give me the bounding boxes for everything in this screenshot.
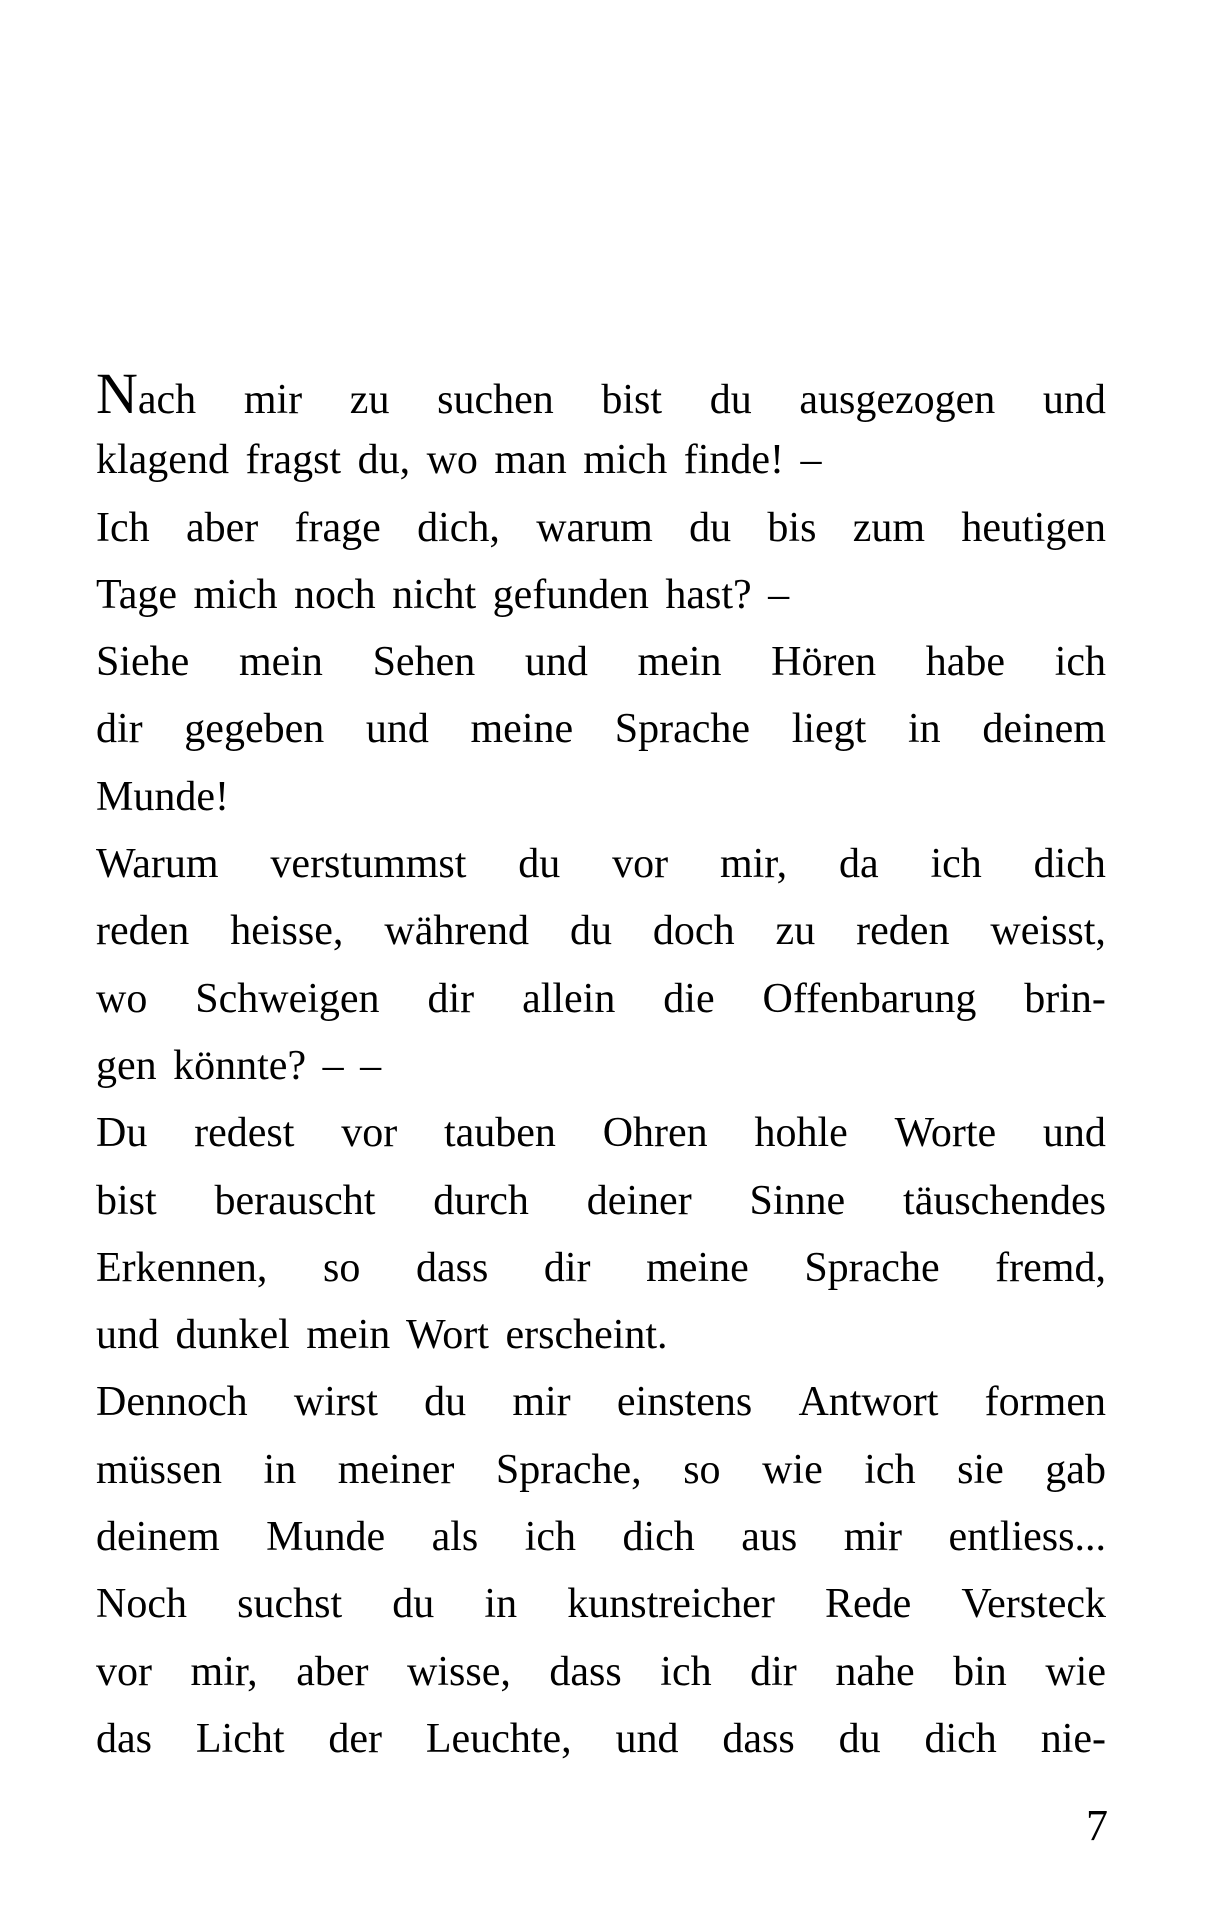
text-line	[96, 1437, 1106, 1504]
word: meine	[470, 706, 574, 753]
word: Sprache	[804, 1244, 940, 1291]
word: du	[689, 504, 732, 551]
word: Nach	[96, 361, 197, 426]
word: Sprache,	[495, 1446, 642, 1493]
word: ich	[1054, 639, 1106, 686]
text-line	[96, 966, 1106, 1033]
word: nie-	[1040, 1715, 1106, 1762]
word: mir	[512, 1379, 571, 1426]
word: reden	[856, 908, 950, 955]
word: dass	[722, 1715, 795, 1762]
word: hohle	[754, 1110, 848, 1157]
word: Erkennen,	[96, 1244, 268, 1291]
word: nahe	[835, 1648, 915, 1695]
word: Warum	[96, 841, 219, 888]
word: Offenbarung	[762, 975, 977, 1022]
word: und	[1042, 377, 1106, 423]
word: Ich	[96, 504, 150, 551]
word: warum	[536, 504, 653, 551]
word: Dennoch	[96, 1379, 248, 1426]
text-line: Munde!	[96, 773, 229, 820]
text-line	[96, 495, 1106, 562]
word: ausgezogen	[799, 377, 996, 423]
word: und	[365, 706, 429, 753]
word: aus	[741, 1514, 798, 1561]
word: meiner	[337, 1446, 455, 1493]
word: kunstreicher	[567, 1581, 775, 1628]
word: dir	[427, 975, 475, 1022]
word: müssen	[96, 1446, 222, 1493]
word: allein	[522, 975, 616, 1022]
word: Versteck	[961, 1581, 1106, 1628]
word: fremd,	[995, 1244, 1106, 1291]
word: dich	[1033, 841, 1106, 888]
word: suchst	[237, 1581, 343, 1628]
word: suchen	[437, 377, 554, 423]
text-line	[96, 1571, 1106, 1638]
word: bist	[96, 1177, 157, 1224]
word: wisse,	[407, 1648, 511, 1695]
word: wirst	[293, 1379, 378, 1426]
word: täuschendes	[903, 1177, 1106, 1224]
word: deinem	[96, 1514, 220, 1561]
text-line: klagend fragst du, wo man mich finde! –	[96, 437, 822, 484]
word: deiner	[586, 1177, 692, 1224]
word: vor	[96, 1648, 152, 1695]
word: dich	[622, 1514, 695, 1561]
word: in	[908, 706, 941, 753]
text-line	[96, 1168, 1106, 1235]
body-text	[96, 360, 1106, 1773]
word: Worte	[894, 1110, 997, 1157]
word: und	[524, 639, 588, 686]
word: und	[1042, 1110, 1106, 1157]
word: zu	[349, 377, 390, 423]
word: du	[392, 1581, 435, 1628]
word: Sehen	[372, 639, 476, 686]
word: liegt	[791, 706, 867, 753]
word: die	[663, 975, 715, 1022]
word: brin-	[1024, 975, 1106, 1022]
word: berauscht	[214, 1177, 376, 1224]
word: bis	[767, 504, 817, 551]
word: du	[518, 841, 561, 888]
word: wie	[762, 1446, 823, 1493]
page-number: 7	[1086, 1801, 1108, 1850]
text-line	[96, 1235, 1106, 1302]
word: während	[384, 908, 529, 955]
word: meine	[646, 1244, 749, 1291]
word: in	[263, 1446, 297, 1493]
word: mein	[238, 639, 323, 686]
word: heutigen	[961, 504, 1106, 551]
word: redest	[194, 1110, 295, 1157]
text-line	[96, 898, 1106, 965]
word: aber	[185, 504, 259, 551]
word: Sinne	[749, 1177, 846, 1224]
word: dir	[543, 1244, 591, 1291]
word: vor	[341, 1110, 398, 1157]
word: und	[615, 1715, 679, 1762]
word: bist	[601, 377, 663, 423]
word: wie	[1045, 1648, 1106, 1695]
word: als	[431, 1514, 479, 1561]
text-line: und dunkel mein Wort erscheint.	[96, 1312, 668, 1359]
word: aber	[296, 1648, 369, 1695]
word: Munde	[266, 1514, 386, 1561]
word: dir	[96, 706, 143, 753]
word: du	[569, 908, 612, 955]
word: dass	[415, 1244, 489, 1291]
text-line	[96, 1639, 1106, 1706]
word: Licht	[195, 1715, 285, 1762]
text-line	[96, 1706, 1106, 1773]
word: dir	[750, 1648, 797, 1695]
word: reden	[96, 908, 190, 955]
word: formen	[984, 1379, 1106, 1426]
word: das	[96, 1715, 152, 1762]
initial-letter: N	[96, 361, 138, 426]
text-line	[96, 831, 1106, 898]
word: mir,	[190, 1648, 258, 1695]
word: dass	[549, 1648, 622, 1695]
word: Du	[96, 1110, 148, 1157]
word: dich	[924, 1715, 997, 1762]
word: Ohren	[602, 1110, 708, 1157]
word: du	[424, 1379, 467, 1426]
text-line	[96, 1100, 1106, 1167]
word: Antwort	[798, 1379, 939, 1426]
word: da	[838, 841, 879, 888]
text-line	[96, 1504, 1106, 1571]
word: einstens	[616, 1379, 753, 1426]
word: Schweigen	[195, 975, 380, 1022]
word: Siehe	[96, 639, 190, 686]
word: mein	[637, 639, 722, 686]
text-line	[96, 629, 1106, 696]
word: dich,	[417, 504, 500, 551]
word: sie	[957, 1446, 1004, 1493]
word: ich	[660, 1648, 712, 1695]
text-line	[96, 1369, 1106, 1436]
word: Sprache	[614, 706, 751, 753]
word: gab	[1045, 1446, 1106, 1493]
word: heisse,	[230, 908, 344, 955]
word: mir,	[719, 841, 788, 888]
word: bin	[953, 1648, 1007, 1695]
word: zu	[775, 908, 816, 955]
word: du	[709, 377, 752, 423]
word: frage	[294, 504, 381, 551]
word: ich	[524, 1514, 576, 1561]
word: der	[328, 1715, 383, 1762]
word: Leuchte,	[425, 1715, 572, 1762]
word: deinem	[982, 706, 1106, 753]
word: zum	[852, 504, 926, 551]
word: entliess...	[948, 1514, 1106, 1561]
word: mir	[243, 377, 303, 423]
text-line	[96, 696, 1106, 763]
text-line: Tage mich noch nicht gefunden hast? –	[96, 571, 790, 618]
word: wo	[96, 975, 148, 1022]
word: vor	[612, 841, 669, 888]
word: verstummst	[270, 841, 467, 888]
word: durch	[433, 1177, 529, 1224]
word: habe	[925, 639, 1006, 686]
word: tauben	[443, 1110, 556, 1157]
word: du	[838, 1715, 881, 1762]
text-line	[96, 360, 1106, 427]
word: doch	[652, 908, 735, 955]
word: Noch	[96, 1581, 187, 1628]
word: Hören	[771, 639, 877, 686]
word: ich	[864, 1446, 916, 1493]
word: weisst,	[990, 908, 1106, 955]
word: mir	[843, 1514, 903, 1561]
word: ich	[930, 841, 982, 888]
text-line: gen könnte? – –	[96, 1042, 382, 1089]
word: gegeben	[184, 706, 325, 753]
word: so	[683, 1446, 721, 1493]
word: Rede	[824, 1581, 912, 1628]
word: so	[323, 1244, 361, 1291]
word: in	[484, 1581, 518, 1628]
